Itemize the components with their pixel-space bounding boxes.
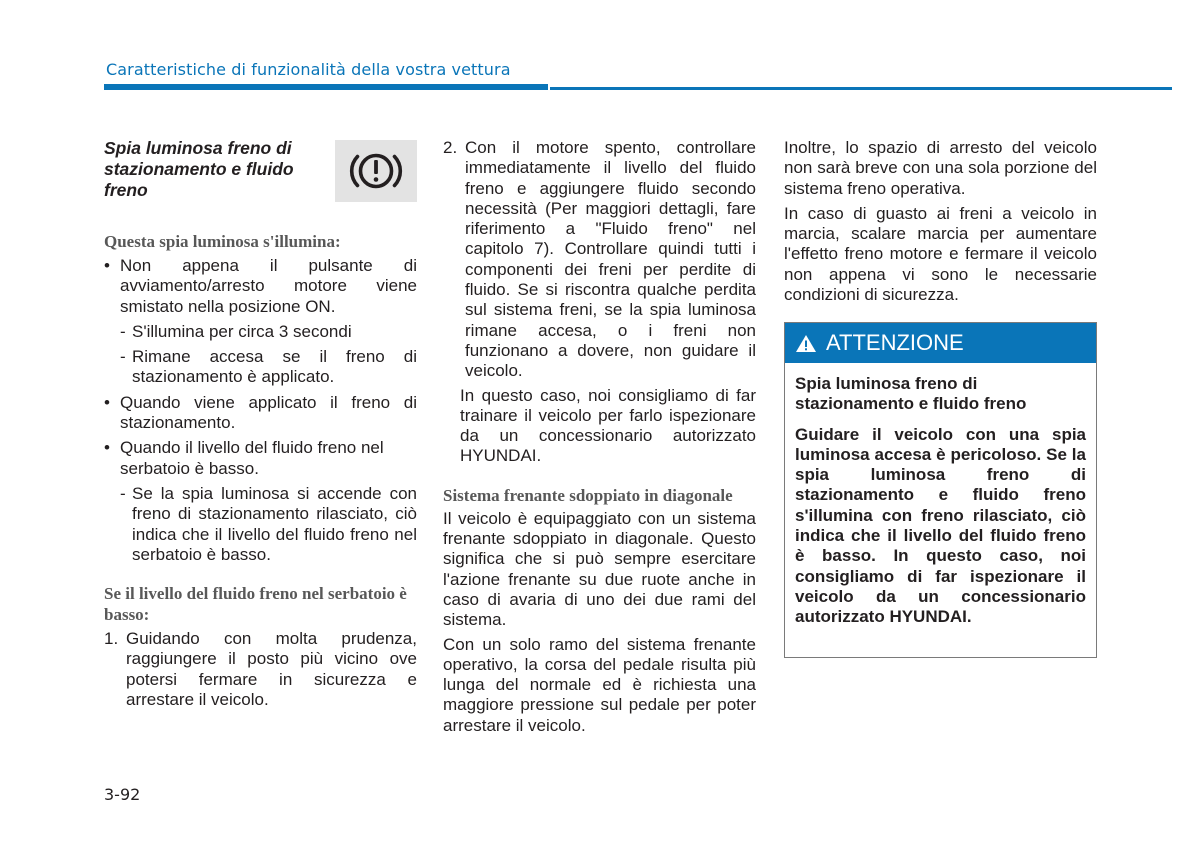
header-title: Caratteristiche di funzionalità della vostra vettura [106, 60, 511, 79]
list-item: • Non appena il pulsante di avviamento/arresto motore viene smistato nella posizione ON. [104, 256, 417, 317]
list-item: - S'illumina per circa 3 secondi [104, 322, 417, 342]
header-rule [550, 87, 1172, 90]
subhead-diagonal-system: Sistema frenante sdoppiato in diagonale [443, 485, 733, 505]
paragraph: Con un solo ramo del sistema frenante operativo, la corsa del pedale risulta più lunga del normale ed è richiesta una maggiore pressione sul pedale per poter arrestare il veicolo. [443, 634, 756, 735]
section-title: Spia luminosa freno di stazionamento e fluido freno [104, 138, 294, 200]
warning-heading: ATTENZIONE [826, 330, 964, 355]
list-item: - Se la spia luminosa si accende con freno di stazionamento rilasciato, ciò indica che il livello del fluido freno nel serbatoio è basso. [104, 484, 417, 565]
page-number: 3-92 [104, 785, 141, 804]
subhead-low-fluid: Se il livello del fluido freno nel serbatoio è basso: [104, 584, 407, 625]
list-item: 1. Guidando con molta prudenza, raggiungere il posto più vicino ove potersi fermare in sicurezza e arrestare il veicolo. [104, 629, 417, 710]
warning-title: Spia luminosa freno di stazionamento e fluido freno [795, 374, 1027, 414]
paragraph: In caso di guasto ai freni a veicolo in marcia, scalare marcia per aumentare l'effetto freno motore e fermare il veicolo non appena vi sono le necessarie condizioni di sicurezza. [784, 203, 1097, 305]
paragraph: Inoltre, lo spazio di arresto del veicolo non sarà breve con una sola porzione del sistema freno operativa. [784, 138, 1097, 198]
list-item: 2. Con il motore spento, controllare immediatamente il livello del fluido freno e aggiungere fluido secondo necessità (Per maggiori dettagli, fare riferimento a "Fluido freno" nel capitolo 7). Controllare quindi tutti i componenti dei freni per perdite di fluido. Se si riscontra qualche perdita sul sistema freni, se la spia luminosa rimane accesa, o i freni non funzionano a dovere, non guidare il veicolo. [443, 138, 756, 381]
column-2 [443, 138, 756, 736]
list-item: - Rimane accesa se il freno di stazionamento è applicato. [104, 347, 417, 388]
warning-box [784, 322, 1097, 658]
brake-warning-icon [335, 140, 417, 202]
column-3 [784, 138, 1097, 305]
warning-text: Guidare il veicolo con una spia luminosa accesa è pericoloso. Se la spia luminosa freno di stazionamento e fluido freno s'illumina con freno rilasciato, ciò indica che il livello del fluido freno è basso. In questo caso, noi consigliamo di far ispezionare il veicolo da un concessionario autorizzato HYUNDAI. [795, 424, 1086, 627]
subhead-illuminates: Questa spia luminosa s'illumina: [104, 232, 341, 251]
list-item: • Quando viene applicato il freno di stazionamento. [104, 393, 417, 434]
paragraph: In questo caso, noi consigliamo di far trainare il veicolo per farlo ispezionare da un concessionario autorizzato HYUNDAI. [460, 385, 756, 466]
list-item: • Quando il livello del fluido freno nel serbatoio è basso. [104, 438, 417, 479]
paragraph: Il veicolo è equipaggiato con un sistema frenante sdoppiato in diagonale. Questo significa che si può sempre esercitare l'azione frenante su due ruote anche in caso di avaria di uno dei due rami del sistema. [443, 508, 756, 630]
header-bar [104, 84, 548, 90]
warning-triangle-icon [795, 334, 817, 353]
column-1 [104, 138, 417, 710]
warning-header [785, 323, 1096, 363]
